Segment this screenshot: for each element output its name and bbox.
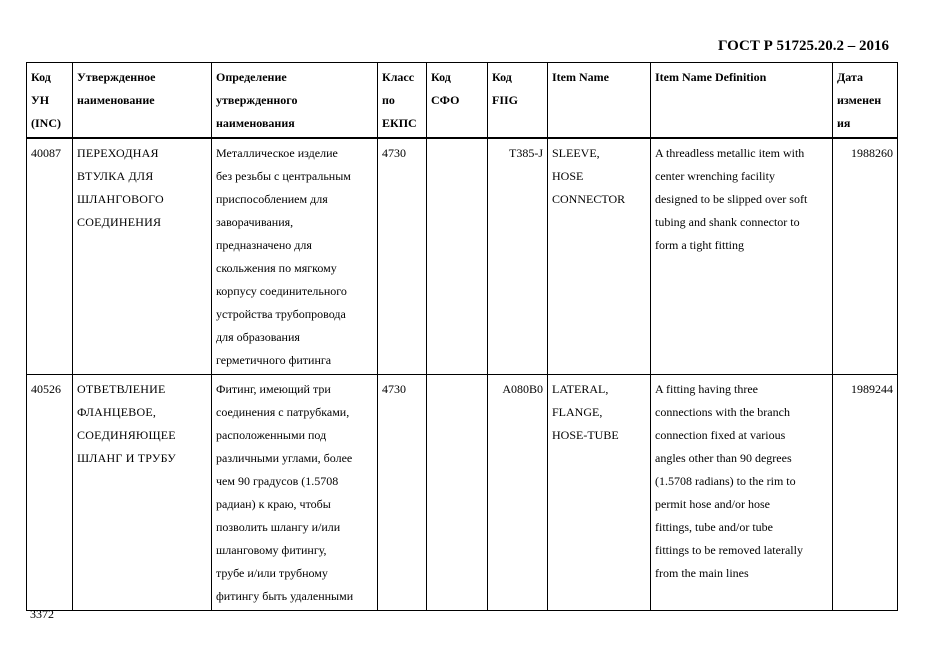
header-definition [212,63,378,139]
cell-text-line: Фитинг, имеющий три [216,382,331,396]
cell-text-line: designed to be slipped over soft [655,192,808,206]
header-sfo-code [427,63,488,139]
cell-text-line: fittings, tube and/or tube [655,520,773,534]
cell-text-line: расположенными под [216,428,327,442]
header-approved-name [73,63,212,139]
cell-text-line: angles other than 90 degrees [655,451,792,465]
cell-text-line: чем 90 градусов (1.5708 [216,474,339,488]
cell-text-line: FIIG [492,93,519,107]
cell-sfo-code [427,375,488,611]
cell-definition [212,138,378,375]
cell-text-line: LATERAL, [552,382,609,396]
cell-text-line: Код [31,70,51,84]
header-item-name [548,63,651,139]
cell-text-line: A threadless metallic item with [655,146,805,160]
cell-approved-name [73,138,212,375]
cell-code-un [27,138,73,375]
cell-text-line: СОЕДИНЕНИЯ [77,215,162,229]
cell-text-line: ШЛАНГ И ТРУБУ [77,451,176,465]
cell-text-line: SLEEVE, [552,146,600,160]
cell-text-line: 4730 [382,382,406,396]
cell-text-line: form a tight fitting [655,238,744,252]
cell-text-line: корпусу соединительного [216,284,347,298]
cell-text-line: A080B0 [502,382,543,396]
cell-ekps-class [378,138,427,375]
cell-item-name [548,138,651,375]
cell-text-line: tubing and shank connector to [655,215,800,229]
cell-text-line: приспособлением для [216,192,328,206]
cell-text-line: from the main lines [655,566,749,580]
cell-text-line: 1989244 [851,382,893,396]
cell-change-date [833,375,898,611]
cell-text-line: HOSE-TUBE [552,428,619,442]
cell-text-line: различными углами, более [216,451,353,465]
cell-sfo-code [427,138,488,375]
cell-text-line: ПЕРЕХОДНАЯ [77,146,159,160]
header-ekps-class [378,63,427,139]
cell-text-line: Металлическое изделие [216,146,338,160]
cell-text-line: ОТВЕТВЛЕНИЕ [77,382,166,396]
cell-text-line: CONNECTOR [552,192,626,206]
cell-item-name-definition [651,375,833,611]
header-item-name-definition [651,63,833,139]
cell-item-name [548,375,651,611]
header-change-date [833,63,898,139]
cell-text-line: устройства трубопровода [216,307,346,321]
cell-text-line: изменен [837,93,882,107]
header-code-un [27,63,73,139]
cell-code-un [27,375,73,611]
cell-fiig-code [488,138,548,375]
table-header-row [27,63,898,139]
cell-text-line: (INC) [31,116,61,130]
cell-text-line: connections with the branch [655,405,790,419]
page-number: 3372 [30,607,54,621]
cell-text-line: Item Name Definition [655,70,767,84]
cell-text-line: A fitting having three [655,382,758,396]
cell-text-line: герметичного фитинга [216,353,332,367]
cell-text-line: FLANGE, [552,405,603,419]
cell-text-line: (1.5708 radians) to the rim to [655,474,796,488]
cell-text-line: 40087 [31,146,61,160]
cell-text-line: фитингу быть удаленными [216,589,354,603]
cell-text-line: УН [31,93,50,107]
cell-text-line: ШЛАНГОВОГО [77,192,164,206]
cell-text-line: ВТУЛКА ДЛЯ [77,169,154,183]
cell-text-line: для образования [216,330,300,344]
cell-text-line: наименование [77,93,155,107]
cell-text-line: center wrenching facility [655,169,775,183]
cell-text-line: Определение [216,70,287,84]
cell-text-line: T385-J [509,146,543,160]
cell-text-line: по [382,93,395,107]
cell-text-line: трубе и/или трубному [216,566,328,580]
cell-ekps-class [378,375,427,611]
cell-text-line: Класс [382,70,415,84]
cell-text-line: 1988260 [851,146,893,160]
cell-text-line: позволить шлангу и/или [216,520,341,534]
cell-text-line: Item Name [552,70,609,84]
cell-text-line: СФО [431,93,460,107]
cell-approved-name [73,375,212,611]
cell-change-date [833,138,898,375]
cell-text-line: Код [431,70,451,84]
cell-text-line: connection fixed at various [655,428,786,442]
cell-text-line: permit hose and/or hose [655,497,770,511]
cell-text-line: утвержденного [216,93,298,107]
table-row [27,375,898,611]
cell-text-line: заворачивания, [216,215,294,229]
cell-text-line: 4730 [382,146,406,160]
cell-text-line: без резьбы с центральным [216,169,351,183]
cell-text-line: ия [837,116,851,130]
header-fiig-code [488,63,548,139]
cell-text-line: СОЕДИНЯЮЩЕЕ [77,428,176,442]
catalog-table [26,62,898,611]
cell-definition [212,375,378,611]
table-row [27,138,898,375]
cell-fiig-code [488,375,548,611]
cell-text-line: ФЛАНЦЕВОЕ, [77,405,157,419]
cell-text-line: fittings to be removed laterally [655,543,803,557]
cell-text-line: HOSE [552,169,584,183]
cell-text-line: соединения с патрубками, [216,405,350,419]
cell-text-line: скольжения по мягкому [216,261,337,275]
cell-text-line: ЕКПС [382,116,417,130]
cell-text-line: Утвержденное [77,70,156,84]
cell-text-line: Код [492,70,512,84]
cell-text-line: 40526 [31,382,61,396]
cell-text-line: шланговому фитингу, [216,543,327,557]
document-standard-header: ГОСТ Р 51725.20.2 – 2016 [718,38,890,54]
cell-text-line: Дата [837,70,863,84]
cell-item-name-definition [651,138,833,375]
cell-text-line: наименования [216,116,295,130]
cell-text-line: предназначено для [216,238,312,252]
cell-text-line: радиан) к краю, чтобы [216,497,331,511]
